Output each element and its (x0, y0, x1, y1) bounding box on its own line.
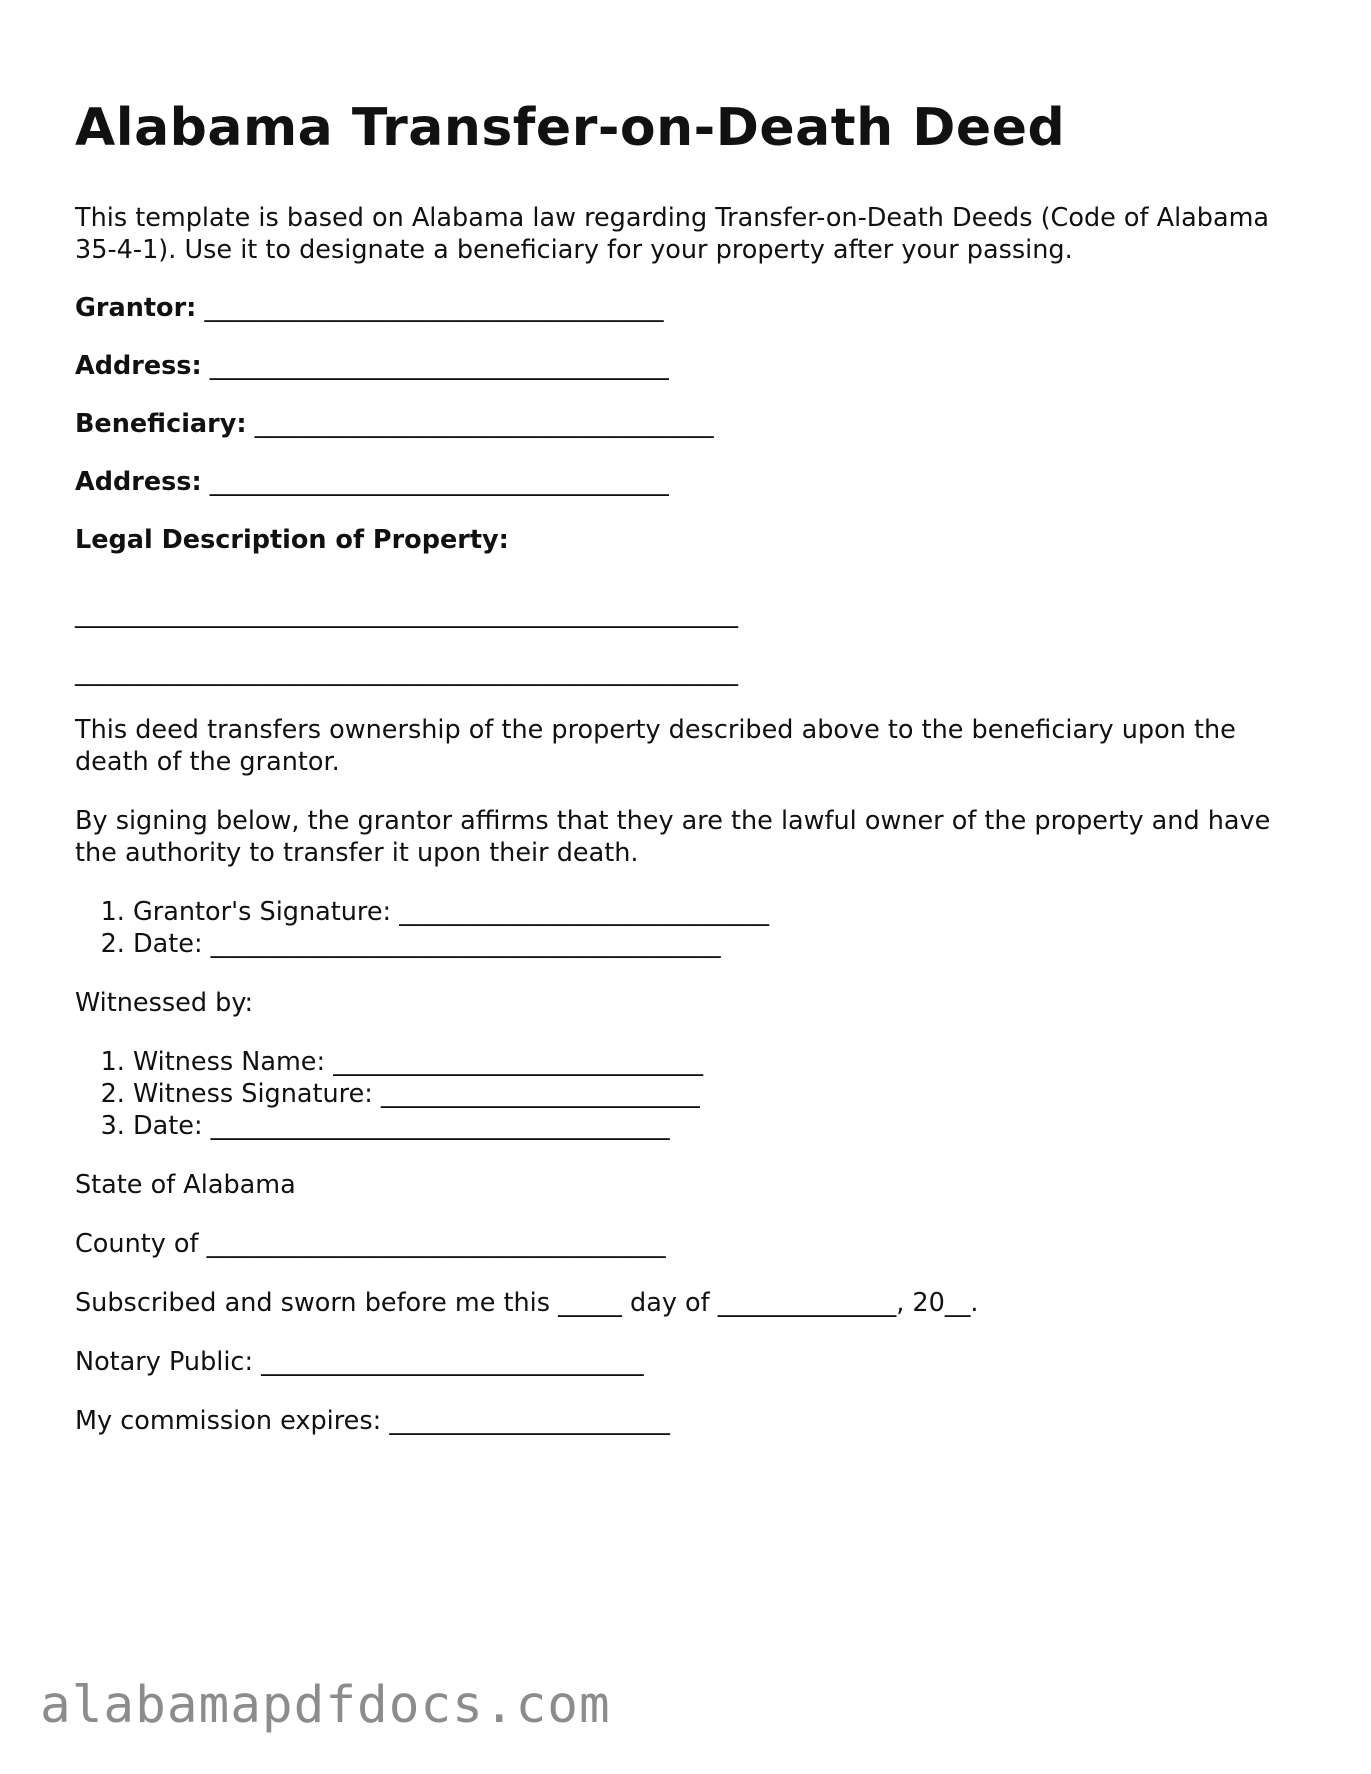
witness-name-blank[interactable]: _____________________________ (333, 1047, 703, 1077)
sworn-text-1: Subscribed and sworn before me this (75, 1288, 551, 1318)
affirmation-statement: By signing below, the grantor affirms that they are the lawful owner of the property and have the authority to transfer it upon their death. (75, 806, 1271, 868)
witness-date-blank[interactable]: ____________________________________ (210, 1111, 670, 1141)
commission-blank[interactable]: ______________________ (389, 1406, 670, 1436)
beneficiary-blank[interactable]: ____________________________________ (254, 409, 714, 439)
legal-description-label: Legal Description of Property: (75, 525, 509, 555)
notary-public (75, 1346, 1305, 1378)
beneficiary-address-field (75, 466, 1305, 498)
legal-description-field (75, 524, 1305, 556)
grantor-address-label: Address: (75, 351, 202, 381)
witness-name-item (133, 1046, 1305, 1078)
witness-list (75, 1046, 1305, 1142)
notary-public-label: Notary Public: (75, 1347, 254, 1377)
site-watermark: alabamapdfdocs.com (40, 1676, 611, 1735)
grantor-date-label: Date: (133, 929, 203, 959)
grantor-date-item (133, 928, 1305, 960)
witnessed-by-label: Witnessed by: (75, 988, 254, 1018)
grantor-label: Grantor: (75, 293, 197, 323)
beneficiary-field (75, 408, 1305, 440)
sworn-text-3: , 20__. (896, 1288, 979, 1318)
notary-county (75, 1228, 1305, 1260)
commission-label: My commission expires: (75, 1406, 382, 1436)
legal-description-line-2[interactable]: ____________________________________________________ (75, 657, 738, 687)
grantor-signature-item (133, 896, 1305, 928)
county-blank[interactable]: ____________________________________ (206, 1229, 666, 1259)
grantor-signature-label: Grantor's Signature: (133, 897, 392, 927)
grantor-signing-list (75, 896, 1305, 960)
beneficiary-address-label: Address: (75, 467, 202, 497)
legal-description-line-1[interactable]: ____________________________________________________ (75, 599, 738, 629)
witness-date-item (133, 1110, 1305, 1142)
document-title: Alabama Transfer-on-Death Deed (75, 98, 1066, 158)
grantor-address-blank[interactable]: ____________________________________ (209, 351, 669, 381)
commission-expires (75, 1405, 1305, 1437)
witness-signature-label: Witness Signature: (133, 1079, 373, 1109)
beneficiary-address-blank[interactable]: ____________________________________ (209, 467, 669, 497)
sworn-text-2: day of (630, 1288, 710, 1318)
beneficiary-label: Beneficiary: (75, 409, 247, 439)
transfer-statement: This deed transfers ownership of the property described above to the beneficiary upon the death of the grantor. (75, 715, 1236, 777)
sworn-statement (75, 1287, 1305, 1319)
grantor-field (75, 292, 1305, 324)
grantor-signature-blank[interactable]: _____________________________ (399, 897, 769, 927)
sworn-day-blank[interactable]: _____ (558, 1288, 622, 1318)
grantor-address-field (75, 350, 1305, 382)
county-label: County of (75, 1229, 199, 1259)
grantor-date-blank[interactable]: ________________________________________ (210, 929, 721, 959)
witness-date-label: Date: (133, 1111, 203, 1141)
legal-gap (75, 582, 1305, 598)
witness-signature-item (133, 1078, 1305, 1110)
witness-name-label: Witness Name: (133, 1047, 326, 1077)
notary-state: State of Alabama (75, 1170, 296, 1200)
notary-public-blank[interactable]: ______________________________ (261, 1347, 644, 1377)
sworn-month-blank[interactable]: ______________ (717, 1288, 897, 1318)
intro-paragraph: This template is based on Alabama law regarding Transfer-on-Death Deeds (Code of Alabama 35-4-1). Use it to designate a beneficiary for your property after your passing. (75, 203, 1270, 265)
grantor-blank[interactable]: ____________________________________ (204, 293, 664, 323)
document-page (75, 96, 1305, 1464)
witness-signature-blank[interactable]: _________________________ (380, 1079, 700, 1109)
